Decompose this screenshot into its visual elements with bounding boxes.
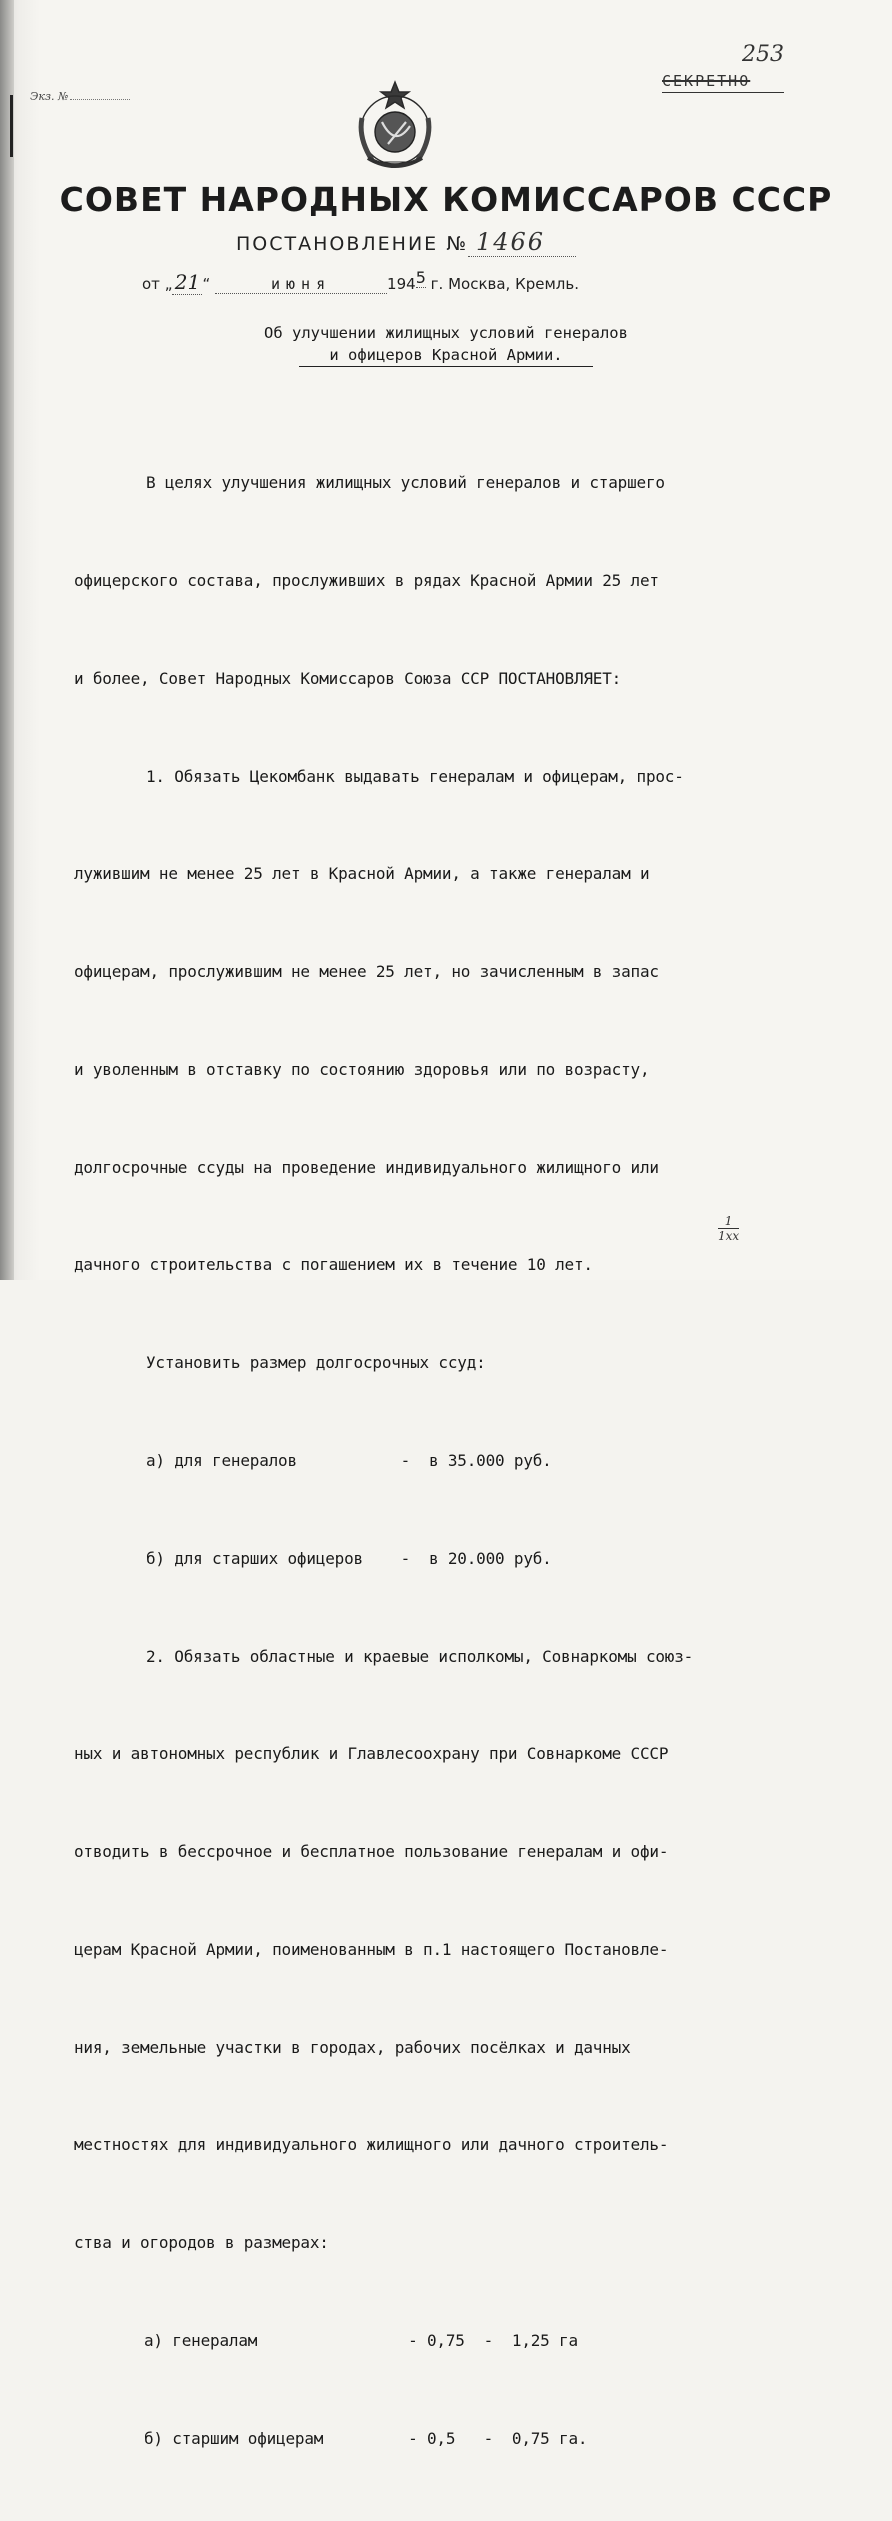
body-line: долгосрочные ссуды на проведение индивидуального жилищного или: [74, 1157, 659, 1177]
subject-line-1: Об улучшении жилищных условий генералов: [264, 324, 628, 342]
page-mark-top: 1: [724, 1214, 733, 1228]
body-line: 2. Обязать областные и краевые исполкомы, Совнаркомы союз-: [146, 1646, 694, 1666]
body-line: отводить в бессрочное и бесплатное пользование генералам и офи-: [74, 1842, 669, 1862]
body-line: церам Красной Армии, поименованным в п.1 настоящего Постановле-: [74, 1939, 669, 1959]
date-month: июня: [270, 275, 332, 293]
resolution-number: 1466: [468, 228, 576, 257]
margin-mark: [10, 95, 13, 157]
resolution-body: [74, 402, 834, 2521]
body-line: дачного строительства с погашением их в течение 10 лет.: [74, 1255, 593, 1275]
date-year-prefix: 194: [387, 275, 416, 293]
date-line: от „ 21 “ июня 1945 г. Москва, Кремль.: [142, 268, 579, 294]
resolution-heading: [236, 228, 576, 257]
date-prefix: от: [142, 275, 160, 293]
body-line: б) старшим офицерам - 0,5 - 0,75 га.: [144, 2428, 588, 2448]
page-fraction-mark: [718, 1214, 739, 1243]
ussr-coat-of-arms-icon: [350, 78, 440, 174]
body-line: а) генералам - 0,75 - 1,25 га: [144, 2331, 578, 2351]
issuing-body-title: СОВЕТ НАРОДНЫХ КОМИССАРОВ СССР: [59, 180, 833, 219]
copy-number-field: [30, 90, 130, 103]
date-day: 21: [172, 270, 202, 295]
date-year-suffix: 5: [415, 268, 426, 287]
body-line: лужившим не менее 25 лет в Красной Армии, а также генералам и: [74, 864, 650, 884]
body-line: В целях улучшения жилищных условий генералов и старшего: [146, 473, 665, 493]
body-line: офицерского состава, прослуживших в рядах Красной Армии 25 лет: [74, 570, 659, 590]
resolution-label: ПОСТАНОВЛЕНИЕ №: [236, 233, 468, 255]
body-line: и более, Совет Народных Комиссаров Союза ССР ПОСТАНОВЛЯЕТ:: [74, 668, 622, 688]
body-line: Установить размер долгосрочных ссуд:: [146, 1353, 486, 1373]
body-line: б) для старших офицеров - в 20.000 руб.: [146, 1548, 552, 1568]
body-line: а) для генералов - в 35.000 руб.: [146, 1451, 552, 1470]
body-line: ния, земельные участки в городах, рабочих посёлках и дачных: [74, 2037, 631, 2057]
body-line: и уволенным в отставку по состоянию здоровья или по возрасту,: [74, 1059, 650, 1079]
body-line: ства и огородов в размерах:: [74, 2233, 329, 2253]
subject-line-2: и офицеров Красной Армии.: [299, 344, 592, 367]
secrecy-mark: СЕКРЕТНО: [662, 72, 751, 90]
archive-page-number: 253: [742, 42, 784, 67]
body-line: ных и автономных республик и Главлесоохрану при Совнаркоме СССР: [74, 1744, 669, 1764]
resolution-subject: [0, 322, 892, 367]
page-mark-bottom: 1хх: [718, 1229, 740, 1243]
date-place: г. Москва, Кремль.: [430, 275, 579, 293]
copy-number-label: Экз. №: [30, 90, 69, 103]
body-line: 1. Обязать Цекомбанк выдавать генералам и офицерам, прос-: [146, 766, 684, 786]
body-line: офицерам, прослужившим не менее 25 лет, но зачисленным в запас: [74, 962, 659, 982]
body-line: местностях для индивидуального жилищного или дачного строитель-: [74, 2135, 669, 2155]
secrecy-underline: [662, 92, 784, 93]
